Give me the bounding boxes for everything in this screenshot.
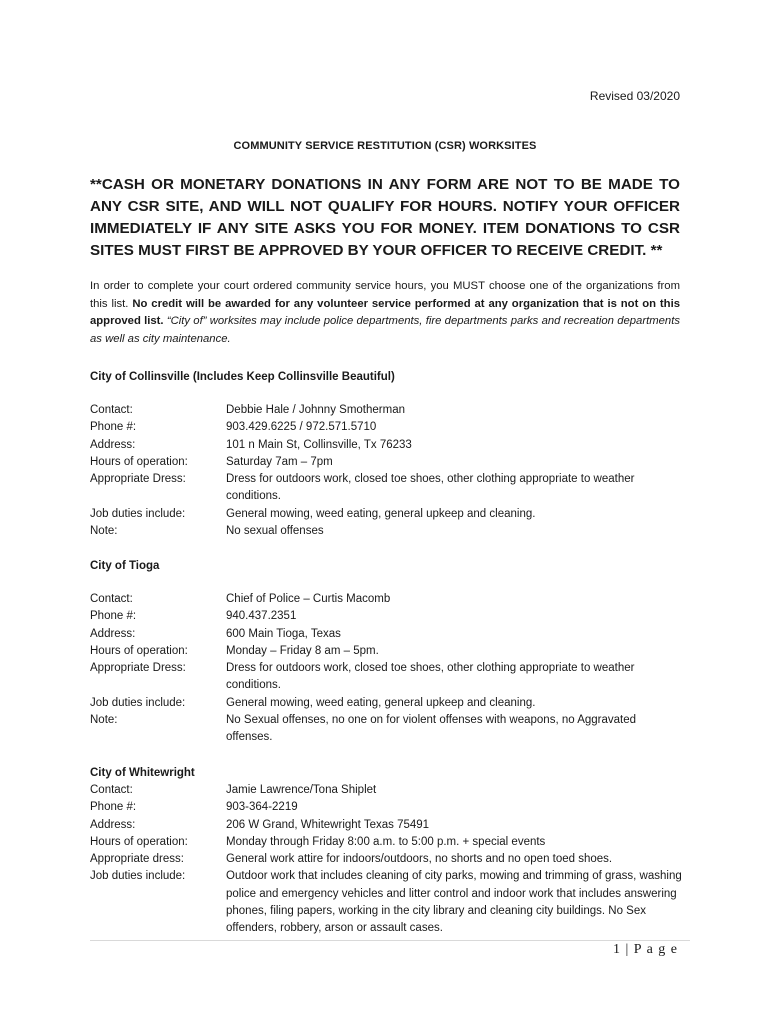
row-label: Address:: [90, 627, 136, 640]
row-label: Address:: [90, 818, 136, 831]
row-value: Dress for outdoors work, closed toe shoes, other clothing appropriate to weather conditions.: [226, 662, 635, 692]
hours-row: [90, 643, 690, 660]
row-label: Contact:: [90, 593, 133, 605]
address-row: [90, 817, 690, 834]
row-label: Contact:: [90, 784, 133, 796]
row-value: Monday through Friday 8:00 a.m. to 5:00 p.m. + special events: [226, 835, 546, 848]
site-whitewright: [90, 765, 690, 938]
dress-row: [90, 851, 690, 868]
row-label: Appropriate Dress:: [90, 662, 186, 675]
row-label: Phone #:: [90, 610, 137, 623]
row-value: 940.437.2351: [226, 610, 297, 623]
row-label: Hours of operation:: [90, 455, 188, 468]
phone-row: [90, 419, 690, 436]
row-value: Monday – Friday 8 am – 5pm.: [226, 644, 379, 657]
row-label: Phone #:: [90, 421, 137, 434]
row-value: Dress for outdoors work, closed toe shoes, other clothing appropriate to weather conditions.: [226, 473, 635, 503]
row-label: Contact:: [90, 404, 133, 416]
row-label: Appropriate Dress:: [90, 473, 186, 486]
site-tioga: [90, 558, 690, 747]
phone-row: [90, 608, 690, 625]
row-label: Note:: [90, 714, 118, 727]
row-value: No Sexual offenses, no one on for violent offenses with weapons, no Aggravated offenses.: [226, 714, 637, 744]
duties-row: [90, 868, 690, 937]
row-value: General mowing, weed eating, general upkeep and cleaning.: [226, 507, 536, 520]
intro-italic-text: “City of” worksites may include police departments, fire departments parks and recreation departments as well as city maintenance.: [90, 315, 680, 345]
address-row: [90, 626, 690, 643]
row-value: No sexual offenses: [226, 525, 324, 538]
row-label: Job duties include:: [90, 507, 186, 520]
intro-text: In order to complete your court ordered community service hours, you MUST choose one of the organizations from this list.: [90, 280, 680, 310]
dress-row: [90, 471, 690, 506]
row-value: Chief of Police – Curtis Macomb: [226, 593, 391, 605]
row-value: General work attire for indoors/outdoors, no shorts and no open toed shoes.: [226, 853, 613, 866]
contact-row: [90, 591, 690, 608]
page-number: 1 | P a g e: [613, 942, 678, 957]
site-collinsville: [90, 369, 690, 540]
row-value: Saturday 7am – 7pm: [226, 455, 333, 468]
duties-row: [90, 506, 690, 523]
intro-paragraph: [90, 278, 680, 348]
footer-divider: [90, 940, 690, 941]
site-title: City of Whitewright: [90, 767, 195, 779]
site-title: City of Tioga: [90, 560, 160, 572]
address-row: [90, 437, 690, 454]
row-value: Debbie Hale / Johnny Smotherman: [226, 404, 405, 416]
row-value: 600 Main Tioga, Texas: [226, 627, 341, 640]
intro-bold-text: No credit will be awarded for any volunteer service performed at any organization that is not on this approved list.: [90, 297, 681, 327]
hours-row: [90, 454, 690, 471]
row-value: Outdoor work that includes cleaning of city parks, mowing and trimming of grass, washing police and emergency vehicles and litter control and indoor work that includes answering phones, filing papers, working in the city library and cleaning city buildings. No Sex offenders, robbery, arson or assault cases.: [226, 870, 682, 935]
row-label: Appropriate dress:: [90, 853, 184, 866]
contact-row: [90, 782, 690, 799]
row-value: 903.429.6225 / 972.571.5710: [226, 421, 377, 434]
row-label: Phone #:: [90, 801, 137, 814]
row-label: Job duties include:: [90, 870, 186, 883]
note-row: [90, 712, 690, 747]
hours-row: [90, 834, 690, 851]
row-label: Hours of operation:: [90, 835, 188, 848]
row-value: Jamie Lawrence/Tona Shiplet: [226, 784, 377, 796]
site-title: City of Collinsville (Includes Keep Collinsville Beautiful): [90, 371, 395, 383]
revised-date: Revised 03/2020: [589, 89, 680, 103]
row-value: 903-364-2219: [226, 801, 298, 814]
dress-row: [90, 660, 690, 695]
note-row: [90, 523, 690, 540]
document-heading: COMMUNITY SERVICE RESTITUTION (CSR) WORKSITES: [233, 140, 537, 152]
row-label: Note:: [90, 525, 118, 538]
row-value: 206 W Grand, Whitewright Texas 75491: [226, 818, 430, 831]
row-value: 101 n Main St, Collinsville, Tx 76233: [226, 438, 412, 451]
row-label: Hours of operation:: [90, 644, 188, 657]
duties-row: [90, 695, 690, 712]
row-label: Address:: [90, 438, 136, 451]
row-label: Job duties include:: [90, 696, 186, 709]
contact-row: [90, 402, 690, 419]
donation-warning: **CASH OR MONETARY DONATIONS IN ANY FORM ARE NOT TO BE MADE TO ANY CSR SITE, AND WILL NOT QUALIFY FOR HOURS. NOTIFY YOUR OFFICER IMMEDIATELY IF ANY SITE ASKS YOU FOR MONEY. ITEM DONATIONS TO CSR SITES MUST FIRST BE APPROVED BY YOUR OFFICER TO RECEIVE CREDIT. **: [90, 176, 680, 259]
row-value: General mowing, weed eating, general upkeep and cleaning.: [226, 696, 536, 709]
phone-row: [90, 799, 690, 816]
